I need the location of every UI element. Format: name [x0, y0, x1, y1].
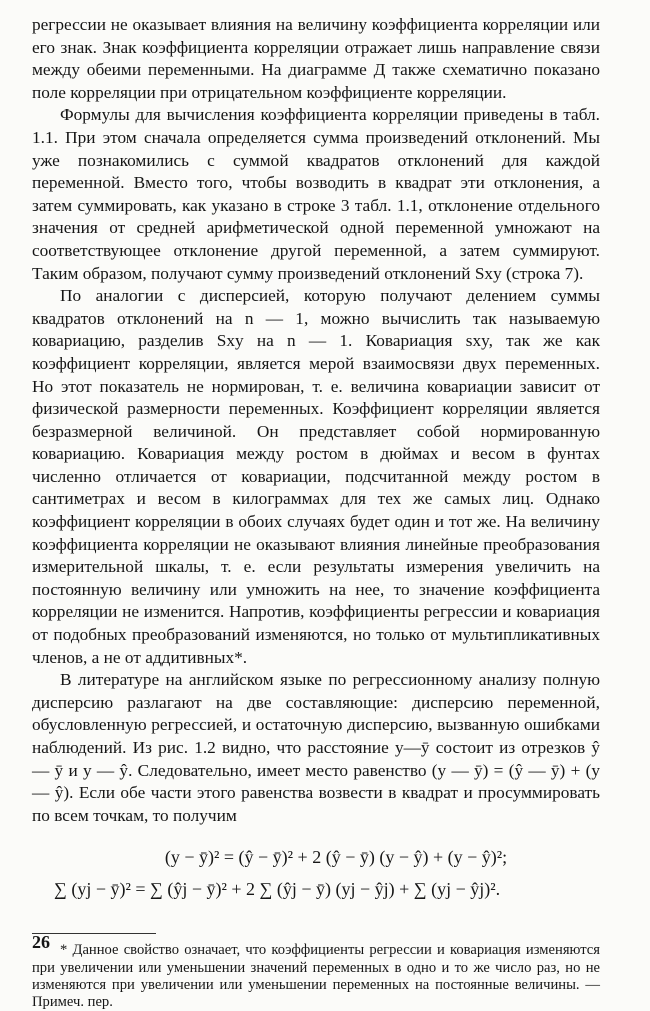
paragraph-2: Формулы для вычисления коэффициента корреляции приведены в табл. 1.1. При этом сначала определяется сумма произведений отклонений. Мы уже познакомились с суммой квадратов отклонений для каждой переменной. Вместо того, чтобы возводить в квадрат эти отклонения, а затем суммировать, как указано в строке 3 табл. 1.1, отклонение отдельного значения от средней арифметической одной переменной умножают на соответствующее отклонение другой переменной, а затем суммируют. Таким образом, получают сумму произведений отклонений Sxy (строка 7). [32, 105, 600, 283]
paragraph-1: регрессии не оказывает влияния на величину коэффициента корреляции или его знак. Знак коэффициента корреляции отражает лишь направление связи между обеими переменными. На диаграмме Д также схематично показано поле корреляции при отрицательном коэффициенте корреляции. [32, 15, 600, 102]
paragraph-4: В литературе на английском языке по регрессионному анализу полную дисперсию разлагают на две составляющие: дисперсию переменной, обусловленную регрессией, и остаточную дисперсию, вызванную ошибками наблюдений. Из рис. 1.2 видно, что расстояние y—ȳ состоит из отрезков ŷ — ȳ и y — ŷ. Следовательно, имеет место равенство (y — ȳ) = (ŷ — ȳ) + (y — ŷ). Если обе части этого равенства возвести в квадрат и просуммировать по всем точкам, то получим [32, 670, 600, 825]
page-number: 26 [32, 932, 50, 952]
footnote: * Данное свойство означает, что коэффициенты регрессии и ковариация изменяются при увеличении или уменьшении значений переменных в одно и то же число раз, но не изменяются при увеличении или уменьшении переменных на постоянные величины. — Примеч. пер. [32, 942, 600, 1010]
paragraph-3: По аналогии с дисперсией, которую получают делением суммы квадратов отклонений на n — 1, можно вычислить так называемую ковариацию, разделив Sxy на n — 1. Ковариация sxy, так же как коэффициент корреляции, является мерой взаимосвязи двух переменных. Но этот показатель не нормирован, т. е. величина ковариации зависит от физической размерности переменных. Коэффициент корреляции является безразмерной величиной. Он представляет собой нормированную ковариацию. Ковариация между ростом в дюймах и весом в фунтах численно отличается от ковариации, подсчитанной между ростом в сантиметрах и весом в килограммах для тех же самых лиц. Однако коэффициент корреляции в обоих случаях будет один и тот же. На величину коэффициента корреляции не оказывают влияния линейные преобразования измерительной шкалы, т. е. если результаты измерения увеличить на постоянную величину или умножить на нее, то значение коэффициента корреляции не изменится. Напротив, коэффициенты регрессии и ковариация от подобных преобразований изменяются, но только от мультипликативных членов, а не от аддитивных*. [32, 286, 600, 667]
footnote-divider [32, 933, 156, 934]
page-body [32, 14, 600, 1011]
formula-1: (y − ȳ)² = (ŷ − ȳ)² + 2 (ŷ − ȳ) (y − ŷ) + (y − ŷ)²; [164, 847, 508, 868]
formula-2: ∑ (yj − ȳ)² = ∑ (ŷj − ȳ)² + 2 ∑ (ŷj − ȳ) (yj − ŷj) + ∑ (yj − ŷj)². [54, 879, 501, 900]
